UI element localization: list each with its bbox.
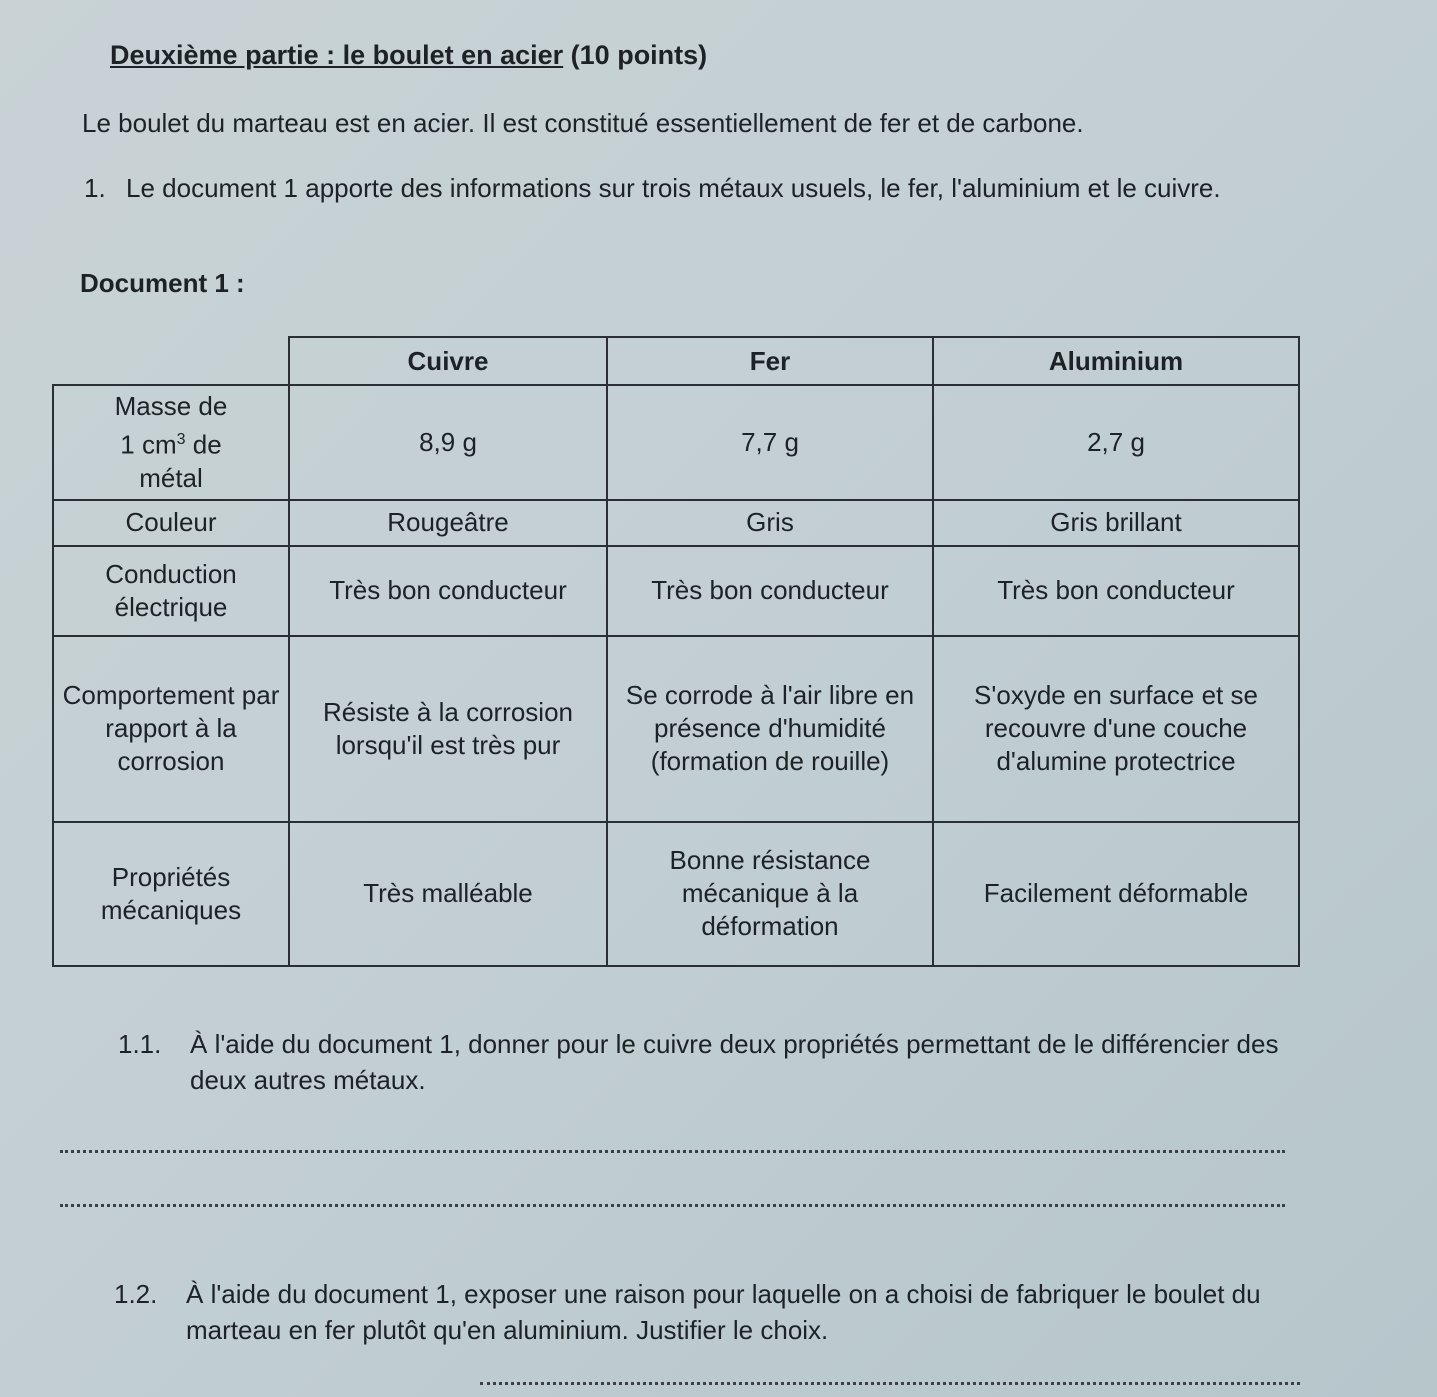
row-label-masse-exponent: 3 [176, 431, 186, 448]
column-header-fer: Fer [607, 337, 933, 385]
row-label-masse [53, 385, 289, 500]
table-header-row [53, 337, 1299, 385]
section-title-underlined: Deuxième partie : le boulet en acier [110, 40, 564, 70]
document-label: Document 1 : [80, 268, 245, 298]
row-label-couleur: Couleur [53, 500, 289, 546]
question-1-1-number: 1.1. [118, 1029, 162, 1059]
row-label-mecaniques: Propriétés mécaniques [53, 822, 289, 966]
table-row-mecaniques [53, 822, 1299, 966]
cell-conduction-aluminium: Très bon conducteur [933, 546, 1299, 636]
question-1-2-number: 1.2. [114, 1279, 158, 1309]
row-label-masse-part2: 1 cm [120, 429, 177, 460]
table-row-corrosion [53, 636, 1299, 822]
row-label-masse-part4: métal [139, 462, 203, 493]
answer-line-2[interactable] [60, 1204, 1285, 1207]
question-1-2-text: À l'aide du document 1, exposer une raison pour laquelle on a choisi de fabriquer le boulet du marteau en fer plutôt qu'en aluminium. Justifier le choix. [186, 1279, 1261, 1345]
cell-corrosion-fer: Se corrode à l'air libre en présence d'humidité (formation de rouille) [607, 636, 933, 822]
cell-conduction-cuivre: Très bon conducteur [289, 546, 607, 636]
cell-couleur-fer: Gris [607, 500, 933, 546]
column-header-cuivre: Cuivre [289, 337, 607, 385]
question-1-text: Le document 1 apporte des informations sur trois métaux usuels, le fer, l'aluminium et le cuivre. [126, 173, 1221, 203]
cell-couleur-aluminium: Gris brillant [933, 500, 1299, 546]
question-1-number: 1. [84, 173, 106, 203]
cell-corrosion-cuivre: Résiste à la corrosion lorsqu'il est très pur [289, 636, 607, 822]
cell-masse-fer: 7,7 g [607, 385, 933, 500]
table-row-couleur [53, 500, 1299, 546]
section-title [110, 40, 707, 71]
row-label-masse-part1: Masse de [114, 391, 228, 421]
cell-masse-cuivre: 8,9 g [289, 385, 607, 500]
cell-conduction-fer: Très bon conducteur [607, 546, 933, 636]
row-label-corrosion: Comportement par rapport à la corrosion [53, 636, 289, 822]
answer-line-1[interactable] [60, 1150, 1285, 1153]
metals-table [52, 336, 1300, 967]
intro-paragraph: Le boulet du marteau est en acier. Il est constitué essentiellement de fer et de carbone. [82, 108, 1084, 138]
table-row-conduction [53, 546, 1299, 636]
answer-line-3[interactable] [480, 1382, 1300, 1385]
row-label-conduction: Conduction électrique [53, 546, 289, 636]
cell-mecaniques-fer: Bonne résistance mécanique à la déformation [607, 822, 933, 966]
column-header-aluminium: Aluminium [933, 337, 1299, 385]
section-points: (10 points) [563, 40, 708, 70]
cell-mecaniques-aluminium: Facilement déformable [933, 822, 1299, 966]
cell-mecaniques-cuivre: Très malléable [289, 822, 607, 966]
question-1-1-text: À l'aide du document 1, donner pour le cuivre deux propriétés permettant de le différencier des deux autres métaux. [190, 1029, 1279, 1095]
cell-masse-aluminium: 2,7 g [933, 385, 1299, 500]
cell-couleur-cuivre: Rougeâtre [289, 500, 607, 546]
cell-corrosion-aluminium: S'oxyde en surface et se recouvre d'une couche d'alumine protectrice [933, 636, 1299, 822]
table-corner-cell [53, 337, 289, 385]
table-row-masse [53, 385, 1299, 500]
row-label-masse-part3: de [185, 429, 222, 460]
